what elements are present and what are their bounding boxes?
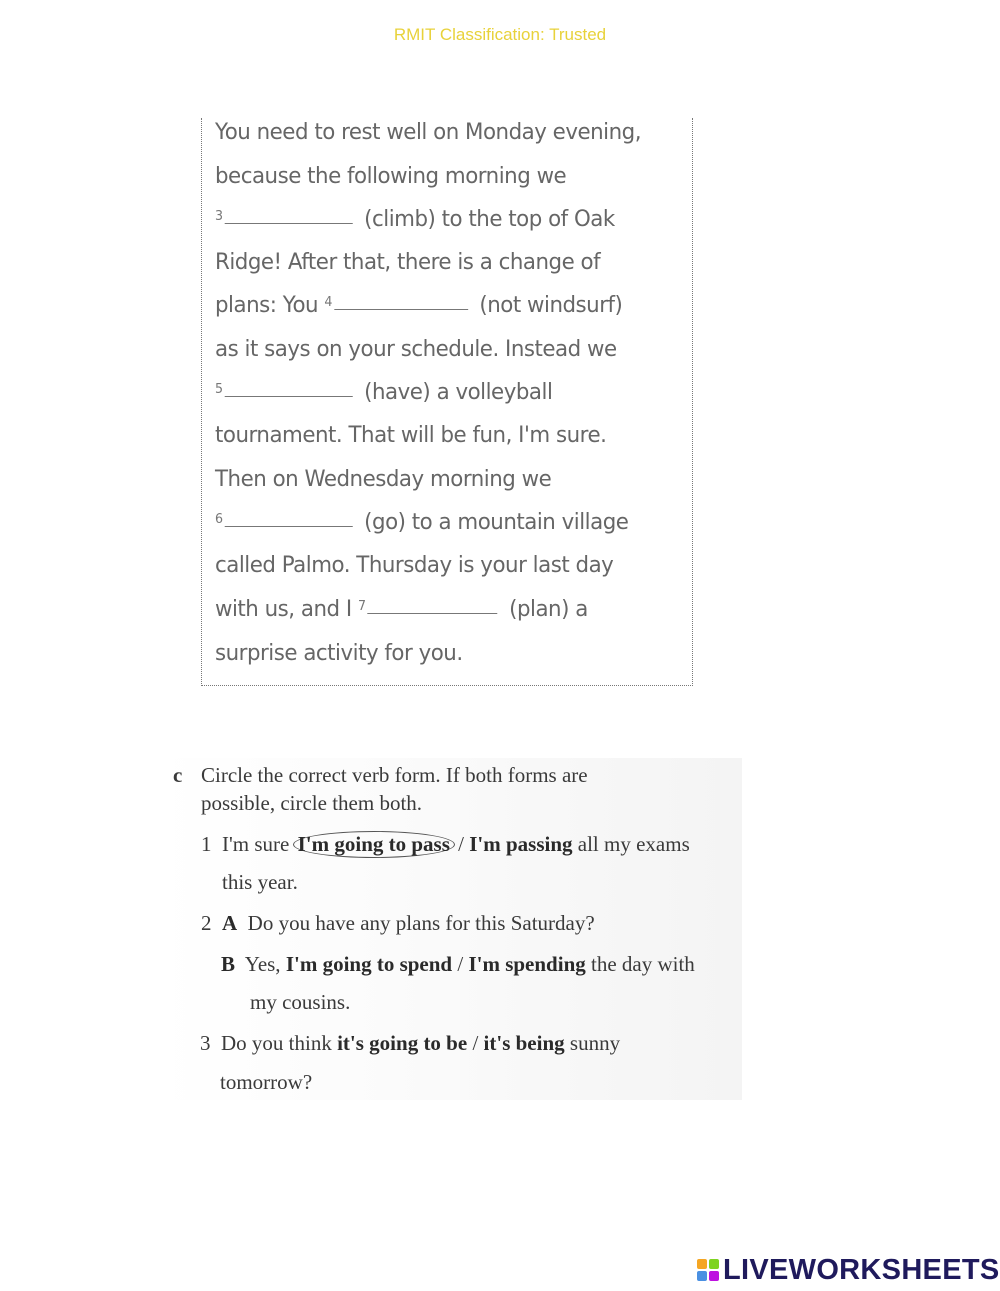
liveworksheets-logo[interactable]: [697, 1253, 1000, 1287]
box-line-12: [215, 597, 588, 622]
gap-number: 4: [324, 295, 332, 310]
box-line-2: because the following morning we: [215, 164, 567, 189]
box-line-11: called Palmo. Thursday is your last day: [215, 553, 614, 578]
logo-square: [697, 1271, 707, 1281]
question-2b: [221, 952, 695, 977]
verb-prompt: (go) to a mountain village: [364, 510, 629, 535]
question-2b-line-2: my cousins.: [250, 990, 351, 1014]
exercise-label: c: [173, 763, 183, 787]
option-circled[interactable]: I'm going to pass: [293, 831, 455, 858]
answer-gap-6[interactable]: [224, 525, 352, 527]
gap-number: 3: [215, 209, 223, 224]
instruction-line-2: possible, circle them both.: [201, 791, 423, 815]
question-post: sunny: [569, 1031, 621, 1055]
question-2a: [201, 911, 595, 936]
verb-prompt: (have) a volleyball: [364, 380, 553, 405]
box-line-1: You need to rest well on Monday evening,: [215, 120, 642, 145]
option-1[interactable]: I'm going to spend: [285, 952, 453, 976]
box-line-3: [215, 207, 615, 232]
line-pre: plans: You: [215, 293, 319, 318]
verb-prompt: (plan) a: [509, 597, 588, 622]
speaker-a: A: [222, 911, 238, 935]
speaker-b: B: [221, 952, 236, 976]
box-line-6: as it says on your schedule. Instead we: [215, 337, 617, 362]
question-1-line-2: this year.: [222, 870, 298, 894]
box-line-9: Then on Wednesday morning we: [215, 467, 552, 492]
question-number: 1: [201, 832, 212, 856]
box-line-4: Ridge! After that, there is a change of: [215, 250, 601, 275]
question-post: all my exams: [577, 832, 690, 856]
logo-square: [709, 1259, 719, 1269]
question-3-line-2: tomorrow?: [220, 1070, 313, 1094]
question-pre: Do you think: [221, 1031, 332, 1055]
option-separator: /: [452, 952, 469, 976]
option-separator: /: [467, 1031, 484, 1055]
option-separator: /: [452, 832, 470, 856]
question-3: [200, 1031, 620, 1056]
verb-prompt: (climb) to the top of Oak: [364, 207, 615, 232]
box-line-8: tournament. That will be fun, I'm sure.: [215, 423, 607, 448]
instruction-line-1: Circle the correct verb form. If both forms are: [201, 763, 588, 787]
box-line-5: [215, 293, 622, 318]
gap-number: 7: [358, 599, 366, 614]
option-2[interactable]: it's being: [483, 1031, 565, 1055]
answer-gap-7[interactable]: [368, 612, 498, 614]
gap-number: 6: [215, 512, 223, 527]
verb-prompt: (not windsurf): [479, 293, 623, 318]
box-line-7: [215, 380, 552, 405]
logo-square: [697, 1259, 707, 1269]
answer-gap-4[interactable]: [334, 308, 468, 310]
question-text: Do you have any plans for this Saturday?: [247, 911, 595, 935]
option-2[interactable]: I'm spending: [468, 952, 586, 976]
question-number: 3: [200, 1031, 211, 1055]
question-number: 2: [201, 911, 212, 935]
box-line-13: surprise activity for you.: [215, 641, 463, 666]
question-pre: I'm sure: [222, 832, 290, 856]
answer-gap-3[interactable]: [224, 222, 352, 224]
logo-grid-icon: [697, 1259, 719, 1281]
classification-label: RMIT Classification: Trusted: [393, 25, 607, 44]
option-2[interactable]: I'm passing: [469, 832, 573, 856]
answer-gap-5[interactable]: [224, 395, 352, 397]
line-pre: with us, and I: [215, 597, 352, 622]
option-1[interactable]: it's going to be: [337, 1031, 468, 1055]
box-line-10: [215, 510, 628, 535]
logo-text: LIVEWORKSHEETS: [723, 1253, 1000, 1286]
gap-number: 5: [215, 382, 223, 397]
question-pre: Yes,: [244, 952, 281, 976]
question-post: the day with: [591, 952, 695, 976]
logo-square: [709, 1271, 719, 1281]
question-1: [201, 831, 690, 858]
